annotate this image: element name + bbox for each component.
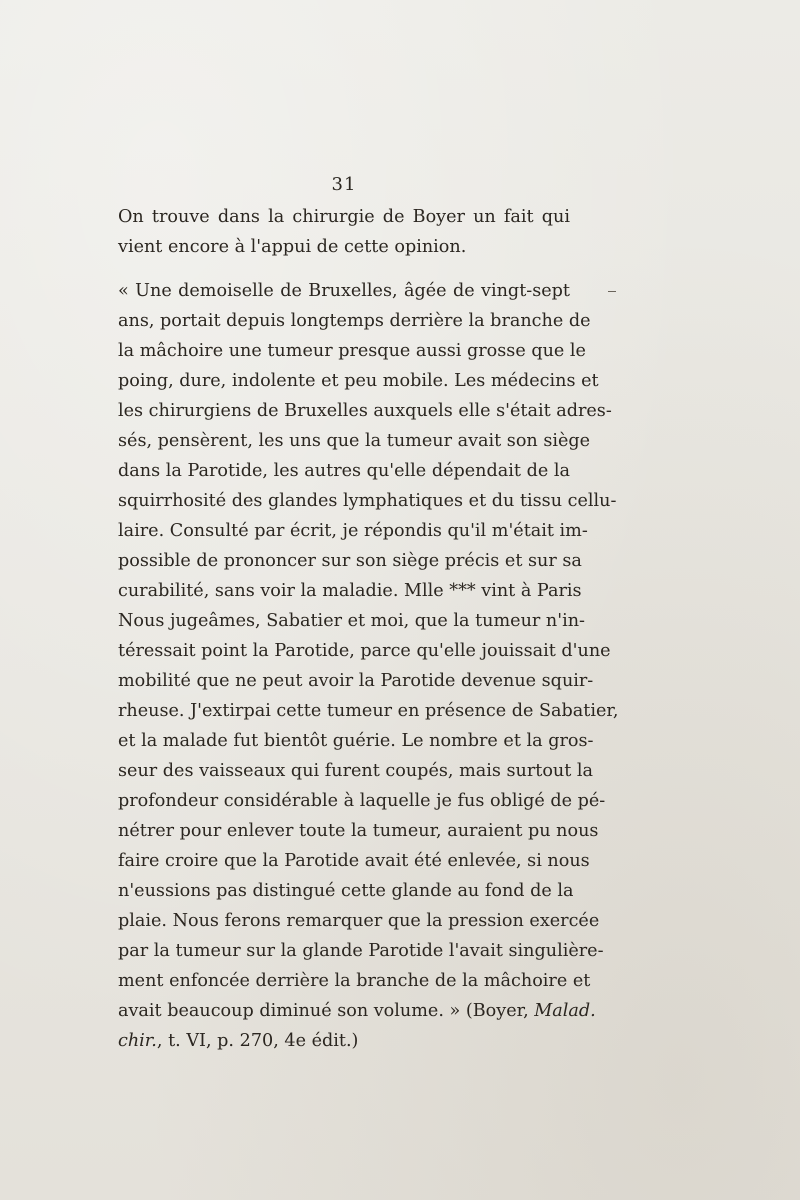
text-line: sés, pensèrent, les uns que la tumeur avait son siège [118, 431, 591, 451]
page-number: 31 [331, 174, 357, 195]
text-line: curabilité, sans voir la maladie. Mlle *** vint à Paris [118, 581, 582, 601]
text-line: n'eussions pas distingué cette glande au fond de la [118, 881, 574, 901]
text-line: profondeur considérable à laquelle je fus obligé de pé- [118, 791, 606, 811]
text-line: rheuse. J'extirpai cette tumeur en présence de Sabatier, [118, 701, 619, 721]
paragraph-1 [118, 202, 570, 262]
text-line: faire croire que la Parotide avait été enlevée, si nous [118, 851, 590, 871]
text-line: seur des vaisseaux qui furent coupés, mais surtout la [118, 761, 594, 781]
text-line: dans la Parotide, les autres qu'elle dépendait de la [118, 461, 570, 481]
text-line: squirrhosité des glandes lymphatiques et du tissu cellu- [118, 491, 617, 511]
final-line [118, 1026, 570, 1056]
text-line: et la malade fut bientôt guérie. Le nombre et la gros- [118, 731, 594, 751]
citation-italic-2: chir. [118, 1031, 157, 1051]
text-line: mobilité que ne peut avoir la Parotide devenue squir- [118, 671, 594, 691]
margin-mark [608, 291, 616, 292]
text-line: les chirurgiens de Bruxelles auxquels elle s'était adres- [118, 401, 612, 421]
citation-text: avait beaucoup diminué son volume. » (Boyer, [118, 1001, 535, 1021]
text-line: laire. Consulté par écrit, je répondis qu'il m'était im- [118, 521, 588, 541]
text-block [118, 168, 619, 1056]
text-line: poing, dure, indolente et peu mobile. Les médecins et [118, 371, 599, 391]
text-line: possible de prononcer sur son siège précis et sur sa [118, 551, 582, 571]
text-line: nétrer pour enlever toute la tumeur, auraient pu nous [118, 821, 599, 841]
text-line: par la tumeur sur la glande Parotide l'avait singulière- [118, 941, 604, 961]
text-line: ans, portait depuis longtemps derrière la branche de [118, 311, 591, 331]
citation-tail: , t. VI, p. 270, 4e édit.) [156, 1031, 359, 1051]
text-line: « Une demoiselle de Bruxelles, âgée de vingt-sept [118, 281, 570, 301]
text-line: Nous jugeâmes, Sabatier et moi, que la tumeur n'in- [118, 611, 585, 631]
text-line: téressait point la Parotide, parce qu'elle jouissait d'une [118, 641, 611, 661]
paragraph-2 [118, 276, 619, 1056]
citation-italic: Malad. [534, 1001, 596, 1021]
text-line: ment enfoncée derrière la branche de la mâchoire et [118, 971, 591, 991]
text-line: plaie. Nous ferons remarquer que la pression exercée [118, 911, 600, 931]
text-line: vient encore à l'appui de cette opinion. [118, 237, 467, 257]
text-line: On trouve dans la chirurgie de Boyer un fait qui [118, 207, 570, 227]
text-line: la mâchoire une tumeur presque aussi grosse que le [118, 341, 586, 361]
citation-line [118, 996, 596, 1026]
